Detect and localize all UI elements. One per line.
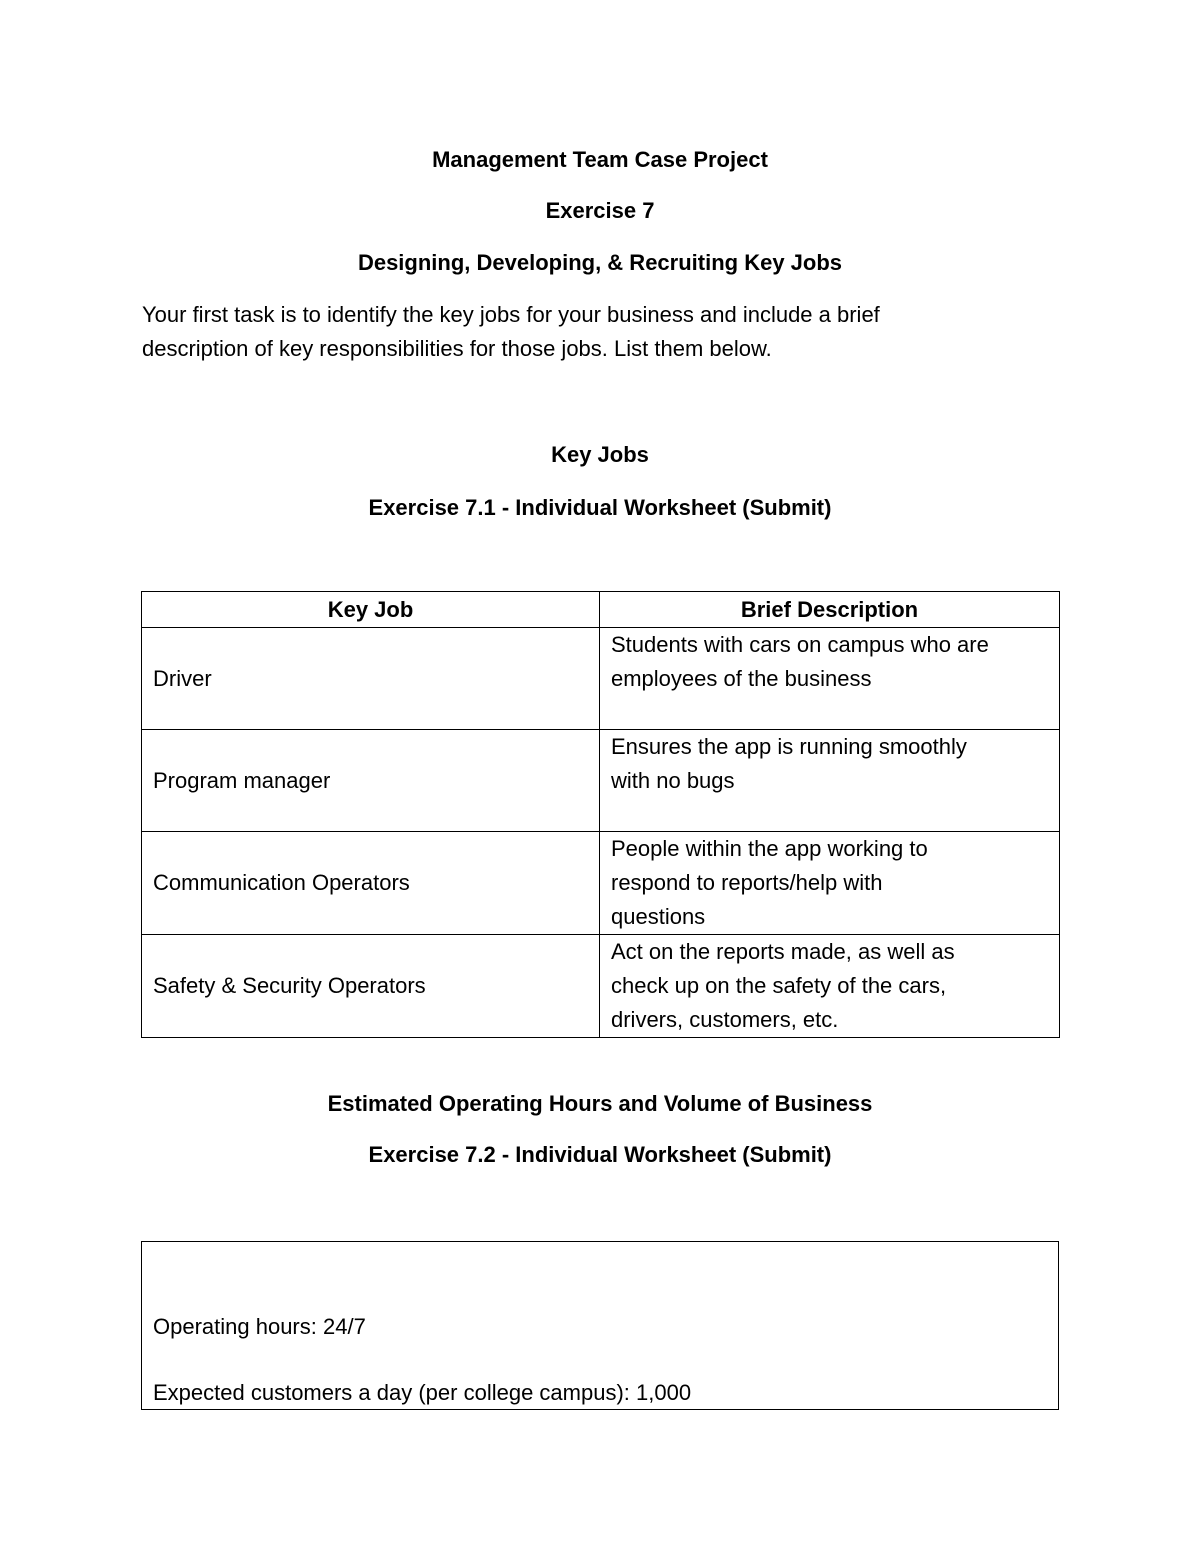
description-line: drivers, customers, etc. bbox=[611, 1007, 839, 1032]
key-job-cell: Safety & Security Operators bbox=[142, 935, 600, 1038]
instructions-paragraph bbox=[142, 298, 1042, 366]
description-line: check up on the safety of the cars, bbox=[611, 973, 947, 998]
expected-customers-text: Expected customers a day (per college campus): 1,000 bbox=[153, 1380, 692, 1405]
document-title: Management Team Case Project bbox=[432, 147, 768, 172]
table-header-row bbox=[142, 592, 1060, 628]
table-row bbox=[142, 628, 1060, 730]
instructions-line: Your first task is to identify the key jobs for your business and include a brief bbox=[142, 302, 880, 327]
description-cell bbox=[600, 832, 1060, 935]
description-line: respond to reports/help with bbox=[611, 870, 883, 895]
worksheet-7-1-label: Exercise 7.1 - Individual Worksheet (Submit) bbox=[368, 495, 832, 520]
description-line: with no bugs bbox=[611, 768, 735, 793]
description-line: Ensures the app is running smoothly bbox=[611, 734, 967, 759]
description-line: employees of the business bbox=[611, 666, 872, 691]
key-jobs-table bbox=[141, 591, 1060, 1038]
document-subtitle: Designing, Developing, & Recruiting Key Jobs bbox=[357, 250, 843, 275]
description-cell bbox=[600, 628, 1060, 730]
description-cell bbox=[600, 935, 1060, 1038]
table-row bbox=[142, 832, 1060, 935]
key-job-cell: Communication Operators bbox=[142, 832, 600, 935]
key-jobs-heading: Key Jobs bbox=[551, 442, 649, 467]
table-row bbox=[142, 730, 1060, 832]
description-line: Act on the reports made, as well as bbox=[611, 939, 955, 964]
description-line: Students with cars on campus who are bbox=[611, 632, 989, 657]
table-row bbox=[142, 935, 1060, 1038]
key-job-cell: Program manager bbox=[142, 730, 600, 832]
operating-section-heading: Estimated Operating Hours and Volume of Business bbox=[327, 1091, 873, 1116]
key-job-cell: Driver bbox=[142, 628, 600, 730]
instructions-line: description of key responsibilities for those jobs. List them below. bbox=[142, 336, 772, 361]
column-header-brief-description: Brief Description bbox=[600, 592, 1060, 628]
worksheet-7-2-label: Exercise 7.2 - Individual Worksheet (Submit) bbox=[368, 1142, 832, 1167]
description-line: People within the app working to bbox=[611, 836, 928, 861]
description-line: questions bbox=[611, 904, 706, 929]
description-cell bbox=[600, 730, 1060, 832]
operating-hours-text: Operating hours: 24/7 bbox=[153, 1314, 366, 1339]
exercise-label: Exercise 7 bbox=[545, 198, 655, 223]
column-header-key-job: Key Job bbox=[142, 592, 600, 628]
operating-details-box bbox=[141, 1241, 1059, 1410]
